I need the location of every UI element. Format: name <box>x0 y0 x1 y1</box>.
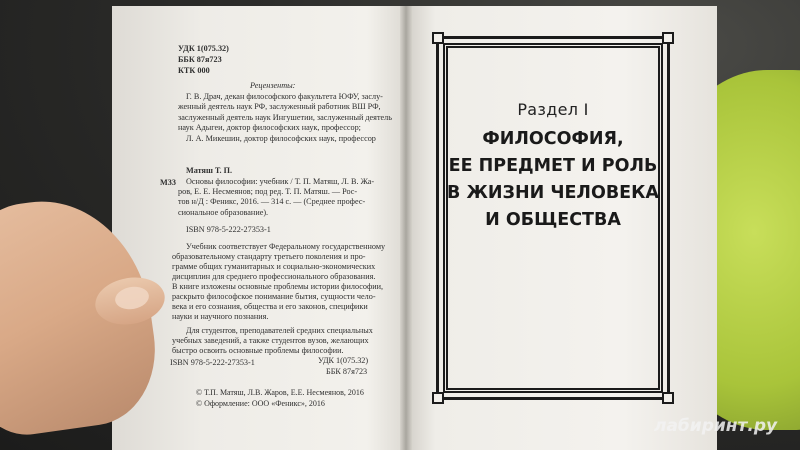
abstract-7: века и его сознания, общества и его законов, специфики <box>172 302 368 311</box>
abstract-11: быстро освоить основные проблемы философии. <box>172 346 344 355</box>
abstract-2: образовательному стандарту третьего поколения и про- <box>172 252 366 261</box>
abstract-9: Для студентов, преподавателей средних специальных <box>186 326 373 335</box>
abstract-6: раскрыто философское понимание бытия, сущности чело- <box>172 292 376 301</box>
watermark: лабиринт.ру <box>654 416 778 436</box>
frame-corner-br <box>662 392 674 404</box>
book-gutter <box>400 6 412 450</box>
abstract-10: учебных заведений, а также студентов вузов, желающих <box>172 336 369 345</box>
title-line-1: ФИЛОСОФИЯ, <box>482 129 624 149</box>
section-title <box>436 126 670 234</box>
reviewer-3: Л. А. Микешин, доктор философских наук, профессор <box>186 134 376 143</box>
desc-line-3: тов н/Д : Феникс, 2016. — 314 с. — (Среднее профес- <box>178 197 366 206</box>
abstract-3: грамме общих гуманитарных и социально-экономических <box>172 262 376 271</box>
reviewer-2b: наук Адыгеи, доктор философских наук, профессор; <box>178 123 361 132</box>
title-line-4: И ОБЩЕСТВА <box>485 210 621 230</box>
copyright-design: © Оформление: ООО «Феникс», 2016 <box>196 399 325 408</box>
abstract-5: В книге изложены основные проблемы истории философии, <box>172 282 384 291</box>
udk-bottom: УДК 1(075.32) <box>318 356 369 365</box>
reviewers-heading: Рецензенты: <box>250 81 296 90</box>
title-line-3: В ЖИЗНИ ЧЕЛОВЕКА <box>447 183 659 203</box>
abstract-8: науки и научного познания. <box>172 312 269 321</box>
desc-line-1: Основы философии: учебник / Т. П. Матяш, Л. В. Жа- <box>186 177 375 186</box>
m33-code: М33 <box>160 178 176 187</box>
desc-line-4: сиональное образование). <box>178 208 269 217</box>
frame-corner-tr <box>662 32 674 44</box>
title-line-2: ЕЕ ПРЕДМЕТ И РОЛЬ <box>448 156 658 176</box>
isbn-bottom: ISBN 978-5-222-27353-1 <box>170 358 255 367</box>
frame-corner-tl <box>432 32 444 44</box>
udk-code: УДК 1(075.32) <box>178 44 229 53</box>
abstract-1: Учебник соответствует Федеральному государственному <box>186 242 386 251</box>
desc-line-2: ров, Е. Е. Несмеянов; под ред. Т. П. Матяш. — Рос- <box>178 187 358 196</box>
section-label: Раздел I <box>517 100 589 119</box>
reviewer-1b: женный деятель наук РФ, заслуженный работник ВШ РФ, <box>178 102 381 111</box>
frame-corner-bl <box>432 392 444 404</box>
author-name: Матяш Т. П. <box>186 166 233 175</box>
reviewer-1: Г. В. Драч, декан философского факультета ЮФУ, заслу- <box>186 92 383 101</box>
ktk-code: КТК 000 <box>178 66 210 75</box>
copyright-authors: © Т.П. Матяш, Л.В. Жаров, Е.Е. Несмеянов, 2016 <box>196 388 364 397</box>
abstract-4: дисциплин для среднего профессионального образования. <box>172 272 376 281</box>
isbn-top: ISBN 978-5-222-27353-1 <box>186 225 271 234</box>
bbk-code: ББК 87я723 <box>178 55 222 64</box>
reviewer-2: заслуженный деятель наук Ингушетии, заслуженный деятель <box>178 113 392 122</box>
bbk-bottom: ББК 87я723 <box>326 367 368 376</box>
